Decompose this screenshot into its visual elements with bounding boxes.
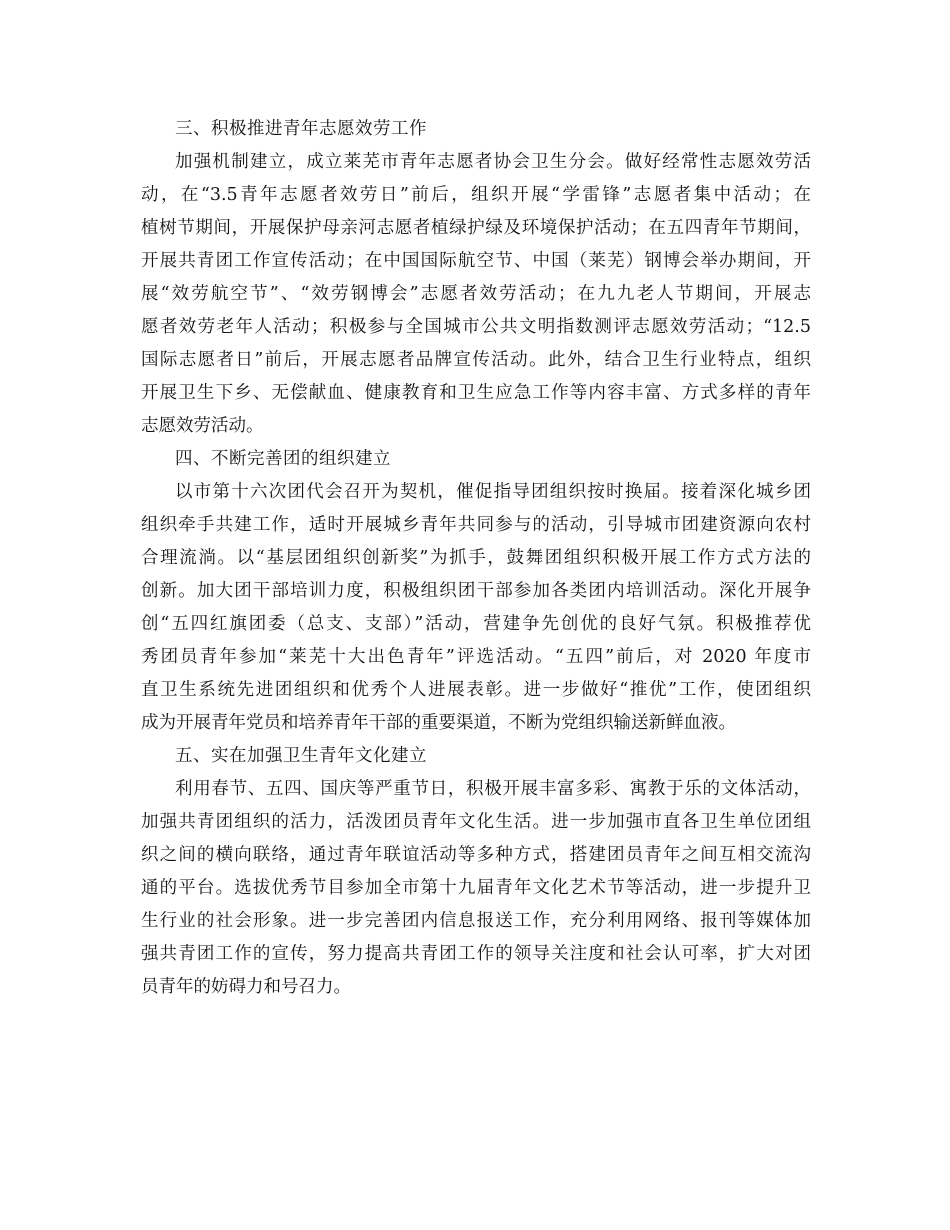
section-paragraph-4 [141,476,811,740]
paragraph-line: 创新。加大团干部培训力度，积极组织团干部参加各类团内培训活动。深化开展争 [141,581,811,601]
paragraph-line: 成为开展青年党员和培养青年干部的重要渠道，不断为党组织输送新鲜血液。 [141,713,736,733]
paragraph-line: 开展卫生下乡、无偿献血、健康教育和卫生应急工作等内容丰富、方式多样的青年 [141,383,811,403]
paragraph-line: 动，在“3.5青年志愿者效劳日”前后，组织开展“学雷锋”志愿者集中活动；在 [141,185,811,205]
paragraph-line: 强共青团工作的宣传，努力提高共青团工作的领导关注度和社会认可率，扩大对团 [141,944,811,964]
paragraph-line: 直卫生系统先进团组织和优秀个人进展表彰。进一步做好“推优”工作，使团组织 [141,680,811,700]
document-body [141,113,811,1004]
paragraph-line: 合理流淌。以“基层团组织创新奖”为抓手，鼓舞团组织积极开展工作方式方法的 [141,548,811,568]
section-paragraph-3 [141,146,811,443]
paragraph-line: 愿者效劳老年人活动；积极参与全国城市公共文明指数测评志愿效劳活动；“12.5 [141,317,811,337]
paragraph-line: 员青年的妨碍力和号召力。 [141,977,351,997]
paragraph-line: 通的平台。选拔优秀节目参加全市第十九届青年文化艺术节等活动，进一步提升卫 [141,878,811,898]
paragraph-line: 秀团员青年参加“莱芜十大出色青年”评选活动。“五四”前后，对 2020 年度市 [141,647,811,667]
paragraph-line: 组织牵手共建工作，适时开展城乡青年共同参与的活动，引导城市团建资源向农村 [141,515,811,535]
paragraph-line: 创“五四红旗团委（总支、支部）”活动，营建争先创优的良好气氛。积极推荐优 [141,614,811,634]
paragraph-line: 生行业的社会形象。进一步完善团内信息报送工作，充分利用网络、报刊等媒体加 [141,911,811,931]
paragraph-line: 利用春节、五四、国庆等严重节日，积极开展丰富多彩、寓教于乐的文体活动， [175,779,811,799]
paragraph-line: 以市第十六次团代会召开为契机，催促指导团组织按时换届。接着深化城乡团 [175,482,811,502]
paragraph-line: 志愿效劳活动。 [141,416,264,436]
paragraph-line: 织之间的横向联络，通过青年联谊活动等多种方式，搭建团员青年之间互相交流沟 [141,845,811,865]
section-heading-3: 三、积极推进青年志愿效劳工作 [175,119,427,139]
section-paragraph-5 [141,773,811,1004]
section-heading-5: 五、实在加强卫生青年文化建立 [175,746,427,766]
paragraph-line: 国际志愿者日”前后，开展志愿者品牌宣传活动。此外，结合卫生行业特点，组织 [141,350,811,370]
paragraph-line: 开展共青团工作宣传活动；在中国国际航空节、中国（莱芜）钢博会举办期间，开 [141,251,811,271]
paragraph-line: 植树节期间，开展保护母亲河志愿者植绿护绿及环境保护活动；在五四青年节期间， [141,218,811,238]
paragraph-line: 加强共青团组织的活力，活泼团员青年文化生活。进一步加强市直各卫生单位团组 [141,812,811,832]
paragraph-line: 展“效劳航空节”、“效劳钢博会”志愿者效劳活动；在九九老人节期间，开展志 [141,284,811,304]
paragraph-line: 加强机制建立，成立莱芜市青年志愿者协会卫生分会。做好经常性志愿效劳活 [175,152,811,172]
section-heading-4: 四、不断完善团的组织建立 [175,449,391,469]
